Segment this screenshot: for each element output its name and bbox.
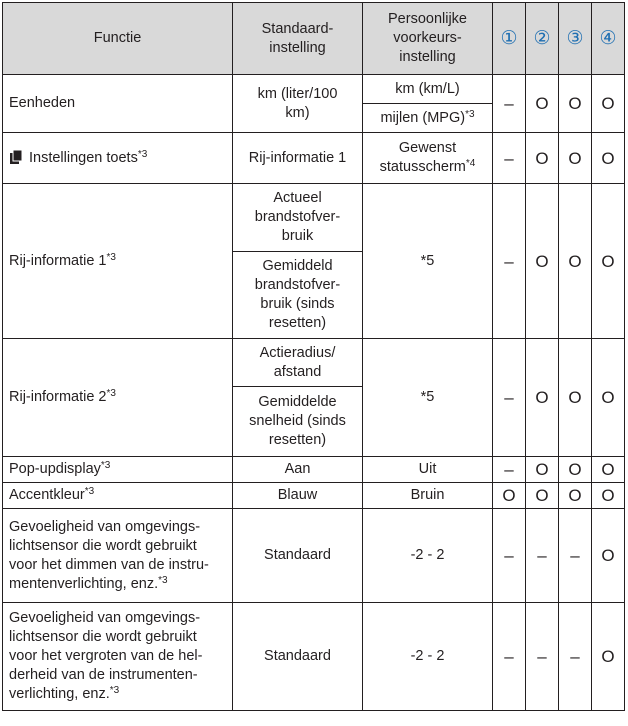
cell-popup-3: O xyxy=(559,457,592,483)
cell-eenheden-1: – xyxy=(493,75,526,133)
cell-accent-4: O xyxy=(592,483,625,509)
row-vergroten-label: Gevoeligheid van omgevings-lichtsensor die wordt gebruikt voor het vergroten van de hel-derheid van de instrumenten-verlichting, enz.$^{*3}$ xyxy=(3,603,233,711)
row-rij2-label: Rij-informatie 2$^{*3}$ xyxy=(3,339,233,457)
row-rij1-standaard-b: Gemiddeld brandstofver-bruik (sinds resetten) xyxy=(233,252,363,339)
row-dimmen-label: Gevoeligheid van omgevings-lichtsensor die wordt gebruikt voor het dimmen van de instru-mentenverlichting, enz.$^{*3}$ xyxy=(3,509,233,603)
row-rij1-label: Rij-informatie 1$^{*3}$ xyxy=(3,184,233,339)
row-rij1-persoonlijk: *5 xyxy=(363,184,493,339)
row-dimmen-persoonlijk: -2 - 2 xyxy=(363,509,493,603)
row-rij2-standaard-b: Gemiddelde snelheid (sinds resetten) xyxy=(233,387,363,457)
row-instellingen-standaard: Rij-informatie 1 xyxy=(233,133,363,184)
row-eenheden-standaard: km (liter/100 km) xyxy=(233,75,363,133)
row-rij1-standaard-a: Actueel brandstofver-bruik xyxy=(233,184,363,252)
cell-rij2-3: O xyxy=(559,339,592,457)
cell-instellingen-2: O xyxy=(526,133,559,184)
cell-rij1-1: – xyxy=(493,184,526,339)
row-vergroten-standaard: Standaard xyxy=(233,603,363,711)
cell-vergroten-2: – xyxy=(526,603,559,711)
cell-popup-2: O xyxy=(526,457,559,483)
header-row xyxy=(3,3,625,75)
header-persoonlijk: Persoonlijke voorkeurs-instelling xyxy=(363,3,493,75)
row-eenheden-label: Eenheden xyxy=(3,75,233,133)
row-popup-persoonlijk: Uit xyxy=(363,457,493,483)
cell-popup-4: O xyxy=(592,457,625,483)
row-eenheden-option-2: mijlen (MPG)$^{*3}$ xyxy=(363,104,493,133)
cell-accent-3: O xyxy=(559,483,592,509)
table-row xyxy=(3,75,625,104)
header-col-3: ③ xyxy=(559,3,592,75)
row-vergroten-persoonlijk: -2 - 2 xyxy=(363,603,493,711)
table-row xyxy=(3,133,625,184)
cell-eenheden-4: O xyxy=(592,75,625,133)
table-row xyxy=(3,339,625,387)
header-standaard: Standaard-instelling xyxy=(233,3,363,75)
cell-eenheden-2: O xyxy=(526,75,559,133)
cell-rij1-2: O xyxy=(526,184,559,339)
row-instellingen-persoonlijk: Gewenst statusscherm$^{*4}$ xyxy=(363,133,493,184)
row-accent-standaard: Blauw xyxy=(233,483,363,509)
cell-dimmen-2: – xyxy=(526,509,559,603)
row-popup-label: Pop-updisplay$^{*3}$ xyxy=(3,457,233,483)
header-functie: Functie xyxy=(3,3,233,75)
cell-rij1-3: O xyxy=(559,184,592,339)
cell-instellingen-4: O xyxy=(592,133,625,184)
table-row xyxy=(3,509,625,603)
header-col-4: ④ xyxy=(592,3,625,75)
table-row xyxy=(3,184,625,252)
table-row xyxy=(3,603,625,711)
header-col-2: ② xyxy=(526,3,559,75)
cell-instellingen-1: – xyxy=(493,133,526,184)
row-instellingen-label: Instellingen toets$^{*3}$ xyxy=(3,133,233,184)
cell-vergroten-3: – xyxy=(559,603,592,711)
table-row xyxy=(3,483,625,509)
settings-table xyxy=(2,2,625,711)
cell-dimmen-3: – xyxy=(559,509,592,603)
cell-dimmen-4: O xyxy=(592,509,625,603)
cell-rij2-2: O xyxy=(526,339,559,457)
row-accent-label: Accentkleur$^{*3}$ xyxy=(3,483,233,509)
row-eenheden-option-1: km (km/L) xyxy=(363,75,493,104)
header-col-1: ① xyxy=(493,3,526,75)
cell-vergroten-1: – xyxy=(493,603,526,711)
cell-accent-1: O xyxy=(493,483,526,509)
cell-rij2-1: – xyxy=(493,339,526,457)
cell-instellingen-3: O xyxy=(559,133,592,184)
row-popup-standaard: Aan xyxy=(233,457,363,483)
cell-rij2-4: O xyxy=(592,339,625,457)
cell-dimmen-1: – xyxy=(493,509,526,603)
cell-vergroten-4: O xyxy=(592,603,625,711)
cell-eenheden-3: O xyxy=(559,75,592,133)
row-rij2-persoonlijk: *5 xyxy=(363,339,493,457)
row-accent-persoonlijk: Bruin xyxy=(363,483,493,509)
cell-rij1-4: O xyxy=(592,184,625,339)
cell-popup-1: – xyxy=(493,457,526,483)
row-rij2-standaard-a: Actieradius/ afstand xyxy=(233,339,363,387)
row-dimmen-standaard: Standaard xyxy=(233,509,363,603)
book-icon xyxy=(9,150,23,164)
cell-accent-2: O xyxy=(526,483,559,509)
table-row xyxy=(3,457,625,483)
